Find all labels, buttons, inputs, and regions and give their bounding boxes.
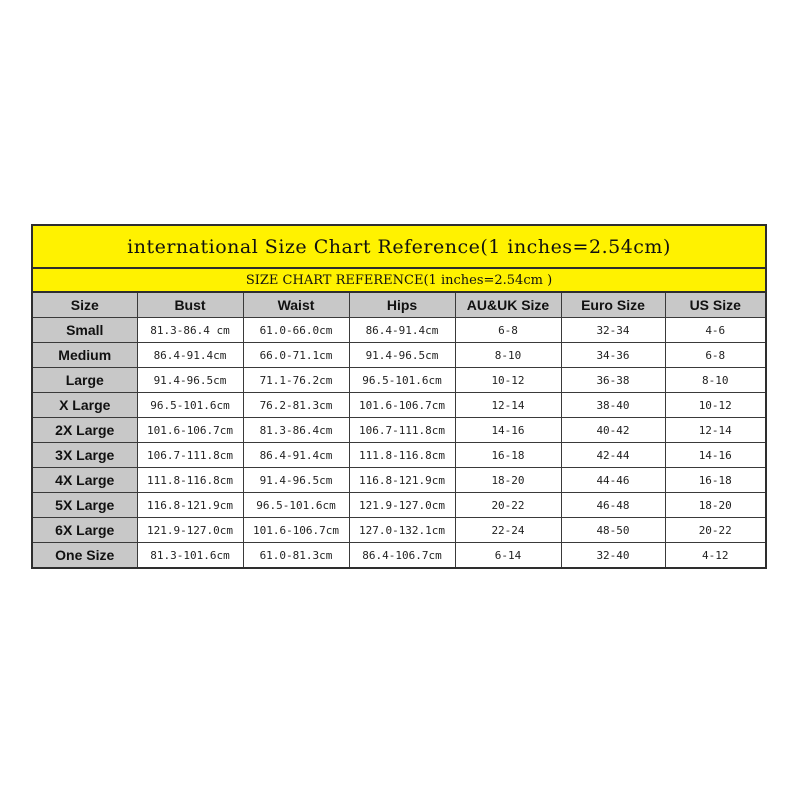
- cell-bust: 121.9-127.0cm: [137, 518, 243, 543]
- cell-waist: 81.3-86.4cm: [243, 418, 349, 443]
- cell-au-uk-size: 6-14: [455, 543, 561, 568]
- cell-bust: 101.6-106.7cm: [137, 418, 243, 443]
- cell-waist: 96.5-101.6cm: [243, 493, 349, 518]
- cell-bust: 106.7-111.8cm: [137, 443, 243, 468]
- cell-us-size: 4-6: [665, 318, 765, 343]
- cell-waist: 86.4-91.4cm: [243, 443, 349, 468]
- cell-hips: 91.4-96.5cm: [349, 343, 455, 368]
- cell-size: 2X Large: [33, 418, 137, 443]
- table-row: [33, 318, 765, 343]
- cell-hips: 106.7-111.8cm: [349, 418, 455, 443]
- cell-bust: 81.3-101.6cm: [137, 543, 243, 568]
- cell-euro-size: 38-40: [561, 393, 665, 418]
- cell-euro-size: 42-44: [561, 443, 665, 468]
- header-row: [33, 293, 765, 318]
- cell-us-size: 6-8: [665, 343, 765, 368]
- table-row: [33, 493, 765, 518]
- header-bust: Bust: [137, 293, 243, 318]
- cell-waist: 66.0-71.1cm: [243, 343, 349, 368]
- cell-waist: 101.6-106.7cm: [243, 518, 349, 543]
- table-row: [33, 468, 765, 493]
- cell-hips: 101.6-106.7cm: [349, 393, 455, 418]
- cell-au-uk-size: 22-24: [455, 518, 561, 543]
- table-row: [33, 343, 765, 368]
- cell-au-uk-size: 10-12: [455, 368, 561, 393]
- cell-bust: 91.4-96.5cm: [137, 368, 243, 393]
- cell-waist: 71.1-76.2cm: [243, 368, 349, 393]
- cell-waist: 61.0-81.3cm: [243, 543, 349, 568]
- table-row: [33, 393, 765, 418]
- cell-hips: 86.4-91.4cm: [349, 318, 455, 343]
- header-size: Size: [33, 293, 137, 318]
- table-row: [33, 543, 765, 568]
- cell-hips: 116.8-121.9cm: [349, 468, 455, 493]
- cell-bust: 86.4-91.4cm: [137, 343, 243, 368]
- cell-bust: 81.3-86.4 cm: [137, 318, 243, 343]
- header-us-size: US Size: [665, 293, 765, 318]
- cell-size: 5X Large: [33, 493, 137, 518]
- cell-euro-size: 32-40: [561, 543, 665, 568]
- cell-au-uk-size: 18-20: [455, 468, 561, 493]
- table-row: [33, 443, 765, 468]
- table-row: [33, 418, 765, 443]
- size-chart: [31, 224, 767, 569]
- cell-waist: 61.0-66.0cm: [243, 318, 349, 343]
- cell-hips: 96.5-101.6cm: [349, 368, 455, 393]
- cell-us-size: 20-22: [665, 518, 765, 543]
- cell-hips: 121.9-127.0cm: [349, 493, 455, 518]
- cell-bust: 96.5-101.6cm: [137, 393, 243, 418]
- cell-euro-size: 32-34: [561, 318, 665, 343]
- cell-euro-size: 40-42: [561, 418, 665, 443]
- cell-us-size: 10-12: [665, 393, 765, 418]
- cell-au-uk-size: 12-14: [455, 393, 561, 418]
- cell-size: Large: [33, 368, 137, 393]
- size-table: [33, 293, 765, 567]
- cell-us-size: 12-14: [665, 418, 765, 443]
- cell-size: 6X Large: [33, 518, 137, 543]
- cell-au-uk-size: 20-22: [455, 493, 561, 518]
- header-au-uk-size: AU&UK Size: [455, 293, 561, 318]
- chart-title: international Size Chart Reference(1 inches=2.54cm): [33, 226, 765, 269]
- cell-us-size: 16-18: [665, 468, 765, 493]
- cell-waist: 91.4-96.5cm: [243, 468, 349, 493]
- cell-euro-size: 44-46: [561, 468, 665, 493]
- cell-au-uk-size: 8-10: [455, 343, 561, 368]
- cell-us-size: 18-20: [665, 493, 765, 518]
- cell-euro-size: 34-36: [561, 343, 665, 368]
- cell-hips: 86.4-106.7cm: [349, 543, 455, 568]
- cell-waist: 76.2-81.3cm: [243, 393, 349, 418]
- cell-euro-size: 48-50: [561, 518, 665, 543]
- cell-bust: 111.8-116.8cm: [137, 468, 243, 493]
- cell-size: Medium: [33, 343, 137, 368]
- cell-bust: 116.8-121.9cm: [137, 493, 243, 518]
- cell-size: Small: [33, 318, 137, 343]
- cell-hips: 111.8-116.8cm: [349, 443, 455, 468]
- table-row: [33, 518, 765, 543]
- chart-subtitle: SIZE CHART REFERENCE(1 inches=2.54cm ): [33, 269, 765, 293]
- cell-us-size: 4-12: [665, 543, 765, 568]
- cell-size: 3X Large: [33, 443, 137, 468]
- cell-euro-size: 46-48: [561, 493, 665, 518]
- header-euro-size: Euro Size: [561, 293, 665, 318]
- table-body: [33, 318, 765, 568]
- cell-us-size: 14-16: [665, 443, 765, 468]
- cell-size: 4X Large: [33, 468, 137, 493]
- cell-size: X Large: [33, 393, 137, 418]
- header-hips: Hips: [349, 293, 455, 318]
- cell-us-size: 8-10: [665, 368, 765, 393]
- header-waist: Waist: [243, 293, 349, 318]
- cell-euro-size: 36-38: [561, 368, 665, 393]
- table-row: [33, 368, 765, 393]
- cell-au-uk-size: 6-8: [455, 318, 561, 343]
- cell-au-uk-size: 16-18: [455, 443, 561, 468]
- cell-size: One Size: [33, 543, 137, 568]
- cell-hips: 127.0-132.1cm: [349, 518, 455, 543]
- cell-au-uk-size: 14-16: [455, 418, 561, 443]
